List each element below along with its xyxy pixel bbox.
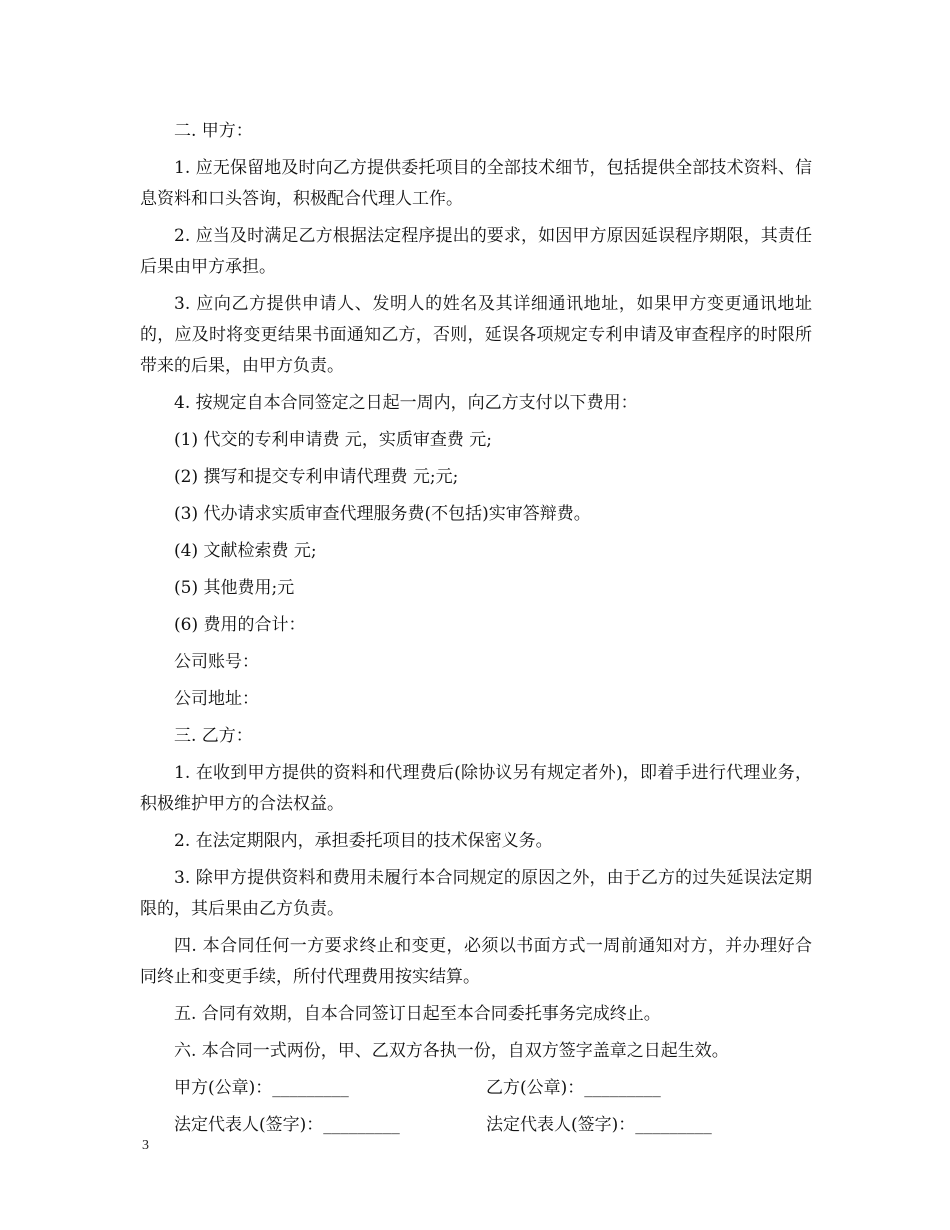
section-copies: 六. 本合同一式两份，甲、乙双方各执一份，自双方签字盖章之日起生效。 (174, 1041, 729, 1061)
party-a-clause-3: 3. 应向乙方提供申请人、发明人的姓名及其详细通讯地址，如果甲方变更通讯地址的，应及时将变更结果书面通知乙方，否则，延误各项规定专利申请及审查程序的时限所带来的后果，由甲方负责。 (140, 294, 812, 376)
fee-item-1: (1) 代交的专利申请费 元，实质审查费 元; (174, 430, 493, 450)
party-b-seal: 乙方(公章)：_________ (486, 1078, 661, 1098)
company-address: 公司地址： (174, 689, 259, 709)
page-number: 3 (142, 1138, 149, 1153)
seal-row (140, 1073, 812, 1104)
section-heading-party-a: 二. 甲方： (174, 121, 253, 141)
party-b-clause-3: 3. 除甲方提供资料和费用未履行本合同规定的原因之外，由于乙方的过失延误法定期限的，其后果由乙方负责。 (140, 868, 812, 919)
fee-item-6: (6) 费用的合计： (174, 615, 306, 635)
party-a-clause-2: 2. 应当及时满足乙方根据法定程序提出的要求，如因甲方原因延误程序期限，其责任后果由甲方承担。 (140, 226, 812, 277)
fee-item-5: (5) 其他费用;元 (174, 578, 295, 598)
party-b-representative: 法定代表人(签字)：_________ (486, 1115, 712, 1135)
fee-item-2: (2) 撰写和提交专利申请代理费 元;元; (174, 467, 459, 487)
party-b-clause-2: 2. 在法定期限内，承担委托项目的技术保密义务。 (174, 831, 553, 851)
section-heading-party-b: 三. 乙方： (174, 726, 253, 746)
section-termination: 四. 本合同任何一方要求终止和变更，必须以书面方式一周前通知对方，并办理好合同终止和变更手续，所付代理费用按实结算。 (140, 936, 812, 987)
fee-item-3: (3) 代办请求实质审查代理服务费(不包括)实审答辩费。 (174, 504, 591, 524)
party-a-representative: 法定代表人(签字)：_________ (174, 1115, 400, 1135)
party-b-clause-1: 1. 在收到甲方提供的资料和代理费后(除协议另有规定者外)，即着手进行代理业务，积极维护甲方的合法权益。 (140, 763, 812, 814)
party-a-clause-4: 4. 按规定自本合同签定之日起一周内，向乙方支付以下费用： (174, 393, 638, 413)
representative-row (140, 1110, 812, 1141)
contract-body (140, 116, 812, 1147)
party-a-seal: 甲方(公章)：_________ (174, 1078, 349, 1098)
company-account: 公司账号： (174, 652, 259, 672)
fee-item-4: (4) 文献检索费 元; (174, 541, 317, 561)
section-validity: 五. 合同有效期，自本合同签订日起至本合同委托事务完成终止。 (174, 1004, 661, 1024)
party-a-clause-1: 1. 应无保留地及时向乙方提供委托项目的全部技术细节，包括提供全部技术资料、信息资料和口头答询，积极配合代理人工作。 (140, 158, 812, 209)
